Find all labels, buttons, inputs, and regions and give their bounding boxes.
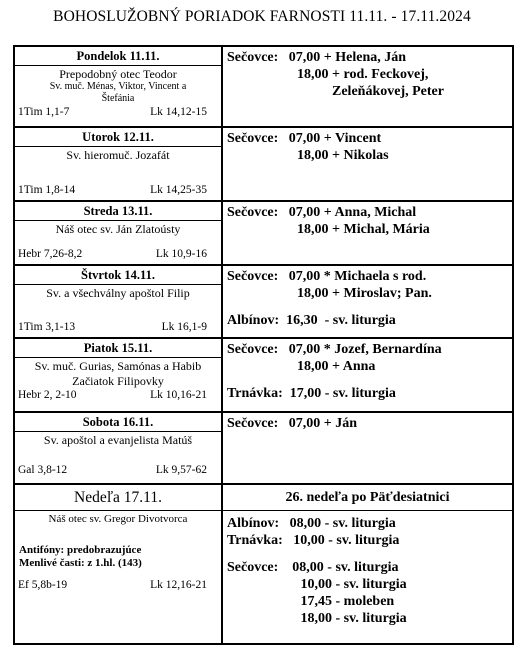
table-row — [14, 265, 513, 338]
mass-line: 10,00 - sv. liturgia — [227, 577, 407, 592]
mass-line: Sečovce: 07,00 + Helena, Ján — [227, 50, 407, 65]
reading-gospel: Lk 12,16-21 — [150, 579, 207, 591]
saint-name: Sv. hieromuč. Jozafát — [66, 148, 170, 162]
reading-epistle: Hebr 2, 2-10 — [18, 389, 77, 401]
mass-cell — [222, 201, 513, 265]
mass-cell — [222, 127, 513, 201]
mass-cell — [222, 46, 513, 127]
mass-line: Zeleňákovej, Peter — [227, 84, 444, 99]
variable-parts-note: Menlivé časti: z 1.hl. (143) — [19, 557, 142, 569]
reading-gospel: Lk 14,12-15 — [150, 106, 207, 118]
readings — [15, 463, 221, 477]
day-name: Piatok 15.11. — [15, 339, 221, 358]
mass-line: Albínov: 08,00 - sv. liturgia — [227, 516, 396, 531]
reading-epistle: 1Tim 1,8-14 — [18, 184, 76, 196]
mass-cell — [222, 412, 513, 484]
mass-line: Trnávka: 17,00 - sv. liturgia — [227, 386, 396, 401]
reading-epistle: 1Tim 1,1-7 — [18, 106, 70, 118]
saint-name: Prepodobný otec Teodor — [59, 67, 177, 81]
day-name: Nedeľa 17.11. — [15, 485, 221, 511]
readings — [15, 247, 221, 261]
mass-line: Albínov: 16,30 - sv. liturgia — [227, 313, 396, 328]
mass-line: 18,00 + Miroslav; Pan. — [227, 286, 432, 301]
saint-sub-line: Sv. muč. Ménas, Viktor, Vincent a — [49, 81, 187, 92]
mass-line: 17,45 - moleben — [227, 594, 395, 609]
day-name: Utorok 12.11. — [15, 128, 221, 147]
day-cell — [14, 201, 222, 265]
reading-gospel: Lk 9,57-62 — [155, 464, 207, 476]
mass-line: 18,00 - sv. liturgia — [227, 611, 407, 626]
readings — [15, 320, 221, 334]
readings — [15, 578, 221, 592]
mass-line: 18,00 + rod. Feckovej, — [227, 67, 429, 82]
day-cell — [14, 338, 222, 412]
schedule-table — [13, 45, 514, 645]
reading-epistle: Hebr 7,26-8,2 — [18, 248, 83, 260]
mass-line: 18,00 + Nikolas — [227, 148, 389, 163]
reading-gospel: Lk 14,25-35 — [150, 184, 207, 196]
fast-start-note: Začiatok Filipovky — [72, 374, 164, 388]
readings — [15, 388, 221, 402]
day-name: Štvrtok 14.11. — [15, 266, 221, 285]
day-name: Sobota 16.11. — [15, 413, 221, 432]
table-row — [14, 127, 513, 201]
saint-name: Náš otec sv. Gregor Divotvorca — [48, 513, 188, 525]
mass-line: Sečovce: 07,00 * Michaela s rod. — [227, 269, 427, 284]
mass-line: Sečovce: 07,00 + Ján — [227, 416, 358, 431]
mass-line: Trnávka: 10,00 - sv. liturgia — [227, 533, 400, 548]
day-cell — [14, 412, 222, 484]
saint-name: Náš otec sv. Ján Zlatoústy — [55, 222, 181, 236]
antiphons-note: Antifóny: predobrazujúce — [19, 544, 142, 556]
day-cell — [14, 46, 222, 127]
mass-cell — [222, 484, 513, 644]
mass-line: Sečovce: 07,00 * Jozef, Bernardína — [227, 342, 442, 357]
table-row — [14, 46, 513, 127]
readings — [15, 183, 221, 197]
day-cell — [14, 127, 222, 201]
reading-gospel: Lk 10,16-21 — [150, 389, 207, 401]
reading-gospel: Lk 10,9-16 — [155, 248, 207, 260]
readings — [15, 105, 221, 119]
day-cell — [14, 484, 222, 644]
table-row — [14, 412, 513, 484]
mass-line: 18,00 + Anna — [227, 359, 376, 374]
reading-epistle: Ef 5,8b-19 — [18, 579, 68, 591]
reading-epistle: 1Tim 3,1-13 — [18, 321, 76, 333]
saint-name: Sv. muč. Gurias, Samónas a Habib — [34, 359, 202, 373]
day-name: Streda 13.11. — [15, 202, 221, 221]
saint-name: Sv. apoštol a evanjelista Matúš — [43, 433, 193, 447]
table-row — [14, 201, 513, 265]
table-row — [14, 484, 513, 644]
sunday-title: 26. nedeľa po Päťdesiatnici — [223, 485, 512, 511]
mass-line: Sečovce: 08,00 - sv. liturgia — [227, 560, 399, 575]
mass-cell — [222, 265, 513, 338]
reading-gospel: Lk 16,1-9 — [161, 321, 207, 333]
table-row — [14, 338, 513, 412]
saint-sub-line: Štefánia — [101, 93, 135, 104]
reading-epistle: Gal 3,8-12 — [18, 464, 68, 476]
page-title: BOHOSLUŽOBNÝ PORIADOK FARNOSTI 11.11. - 17.11.2024 — [53, 8, 471, 25]
mass-cell — [222, 338, 513, 412]
mass-line: 18,00 + Michal, Mária — [227, 222, 430, 237]
day-name: Pondelok 11.11. — [15, 47, 221, 66]
mass-line: Sečovce: 07,00 + Anna, Michal — [227, 205, 417, 220]
day-cell — [14, 265, 222, 338]
saint-name: Sv. a všechválny apoštol Filip — [46, 286, 190, 300]
mass-line: Sečovce: 07,00 + Vincent — [227, 131, 382, 146]
